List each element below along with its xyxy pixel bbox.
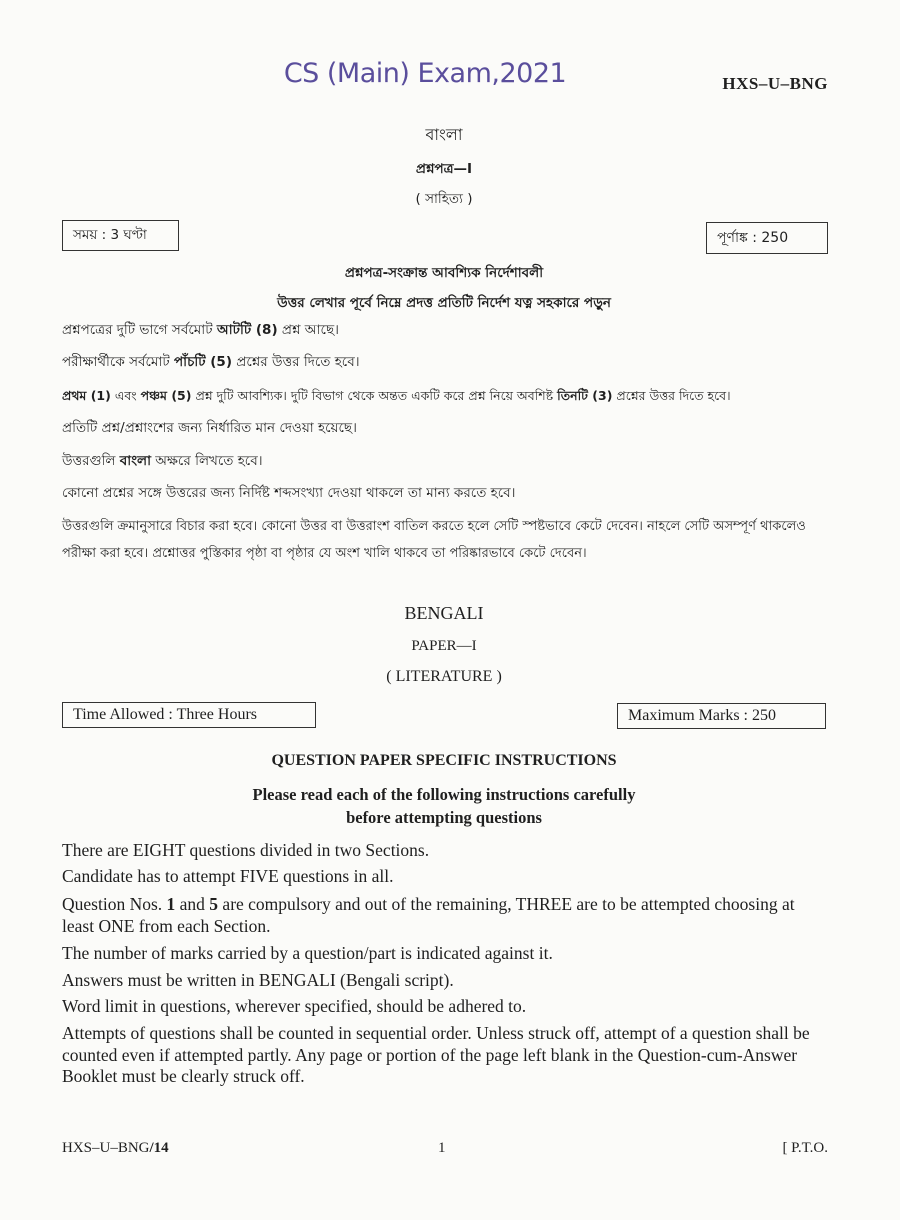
english-instructions-subheading-1: Please read each of the following instructions carefully	[252, 785, 636, 804]
bengali-instruction-6: কোনো প্রশ্নের সঙ্গে উত্তরের জন্য নির্দিষ্ট শব্দসংখ্যা দেওয়া থাকলে তা মান্য করতে হবে।	[62, 485, 516, 501]
footer-page-number: 1	[438, 1140, 446, 1156]
english-time-box: Time Allowed : Three Hours	[62, 702, 316, 728]
english-instruction-7: Attempts of questions shall be counted in sequential order. Unless struck off, attempt of a question shall be counted even if attempted partly. Any page or portion of the page left blank in the Question-cum-Answer Booklet must be clearly struck off.	[62, 1023, 810, 1086]
bengali-instructions-subheading: উত্তর লেখার পূর্বে নিম্নে প্রদত্ত প্রতিটি নির্দেশ যত্ন সহকারে পড়ুন	[277, 295, 611, 311]
bengali-instruction-2: পরীক্ষার্থীকে সর্বমোট পাঁচটি (5) প্রশ্নের উত্তর দিতে হবে।	[62, 354, 360, 370]
english-instruction-2: Candidate has to attempt FIVE questions in all.	[62, 866, 394, 886]
english-paper: PAPER—I	[411, 638, 477, 654]
bengali-instruction-7: উত্তরগুলি ক্রমানুসারে বিচার করা হবে। কোনো উত্তর বা উত্তরাংশ বাতিল করতে হলে সেটি স্পষ্টভাবে কেটে দেবেন। নাহলে সেটি অসম্পূর্ণ থাকলেও পরীক্ষা করা হবে। প্রশ্নোত্তর পুস্তিকার পৃষ্ঠা বা পৃষ্ঠার যে অংশ খালি থাকবে তা পরিষ্কারভাবে কেটে দেবেন।	[62, 519, 806, 561]
bengali-instruction-1: প্রশ্নপত্রের দুটি ভাগে সর্বমোট আটটি (8) প্রশ্ন আছে।	[62, 322, 339, 338]
english-subject: BENGALI	[404, 603, 484, 623]
bengali-paper: প্রশ্নপত্র—I	[415, 161, 473, 177]
bengali-instructions-heading: প্রশ্নপত্র-সংক্রান্ত আবশ্যিক নির্দেশাবলী	[344, 265, 544, 281]
bengali-marks-box: পূর্ণাঙ্ক : 250	[706, 222, 828, 254]
bengali-time-box: সময় : 3 ঘণ্টা	[62, 220, 179, 251]
footer-pto: [ P.T.O.	[782, 1140, 828, 1156]
bengali-instruction-5: উত্তরগুলি বাংলা অক্ষরে লিখতে হবে।	[62, 453, 263, 469]
paper-code: HXS–U–BNG	[722, 74, 828, 93]
english-instruction-6: Word limit in questions, wherever specified, should be adhered to.	[62, 996, 527, 1016]
english-instructions-subheading-2: before attempting questions	[346, 808, 542, 827]
bengali-instruction-3: প্রথম (1) এবং পঞ্চম (5) প্রশ্ন দুটি আবশ্যিক। দুটি বিভাগ থেকে অন্তত একটি করে প্রশ্ন নিয়ে অবশিষ্ট তিনটি (3) প্রশ্নের উত্তর দিতে হবে।	[62, 388, 731, 403]
english-instruction-3: Question Nos. 1 and 5 are compulsory and out of the remaining, THREE are to be attempted choosing at least ONE from each Section.	[62, 894, 795, 936]
english-category: ( LITERATURE )	[386, 668, 502, 685]
english-marks-box: Maximum Marks : 250	[617, 703, 826, 729]
footer-paper-code: HXS–U–BNG/14	[62, 1140, 169, 1156]
english-instruction-1: There are EIGHT questions divided in two Sections.	[62, 840, 430, 860]
english-instruction-5: Answers must be written in BENGALI (Bengali script).	[62, 970, 454, 990]
english-instructions-heading: QUESTION PAPER SPECIFIC INSTRUCTIONS	[271, 752, 617, 769]
exam-title-stamp: CS (Main) Exam,2021	[283, 58, 567, 89]
bengali-category: ( সাহিত্য )	[415, 191, 473, 207]
english-instruction-4: The number of marks carried by a question/part is indicated against it.	[62, 943, 553, 963]
bengali-instruction-4: প্রতিটি প্রশ্ন/প্রশ্নাংশের জন্য নির্ধারিত মান দেওয়া হয়েছে।	[62, 420, 357, 436]
bengali-subject: বাংলা	[425, 125, 463, 144]
